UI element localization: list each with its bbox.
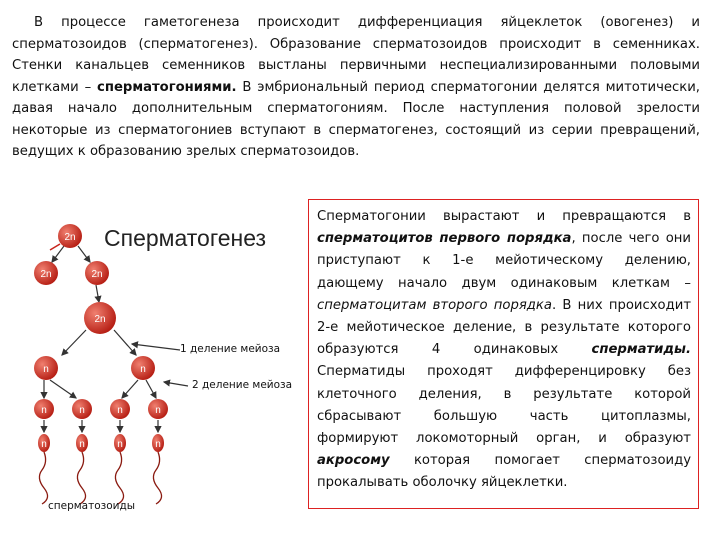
- svg-text:n: n: [79, 405, 85, 416]
- box-text-3: . В них происходит 2-е мейотическое деление, в результате которого образуются 4 одинаковых: [317, 297, 691, 358]
- spermatozoa-row: [38, 434, 164, 504]
- sperm-2: [76, 434, 88, 504]
- term-secondary-spermatocytes: сперматоцитам второго порядка: [317, 297, 552, 313]
- sperm-1: [38, 434, 50, 504]
- svg-text:n: n: [41, 405, 47, 416]
- term-acrosome: акросому: [317, 453, 390, 469]
- cell-row-5: [34, 399, 168, 419]
- svg-text:2n: 2n: [94, 314, 106, 325]
- box-text-5: которая помогает сперматозоиду прокалывать оболочку яйцеклетки.: [317, 453, 691, 491]
- cell-row-4: [34, 356, 155, 380]
- info-box: [308, 199, 699, 509]
- intro-term-spermatogonia: сперматогониями.: [97, 79, 237, 95]
- sperm-3: [114, 434, 126, 504]
- meiosis2-pointer: [164, 382, 188, 386]
- meiosis2-label: 2 деление мейоза: [192, 379, 293, 391]
- cell-row-1: [50, 224, 82, 250]
- svg-text:n: n: [117, 405, 123, 416]
- intro-text-2: В эмбриональный период сперматогонии делятся митотически, давая начало дополнительным сперматогониям. После наступления половой зрелости некоторые из сперматогониев вступают в сперматогенез, состоящий из серии превращений, ведущих к образованию зрелых сперматозоидов.: [12, 79, 700, 159]
- svg-text:n: n: [117, 439, 123, 450]
- svg-text:n: n: [43, 364, 49, 375]
- meiosis1-label: 1 деление мейоза: [180, 343, 281, 355]
- svg-text:n: n: [79, 439, 85, 450]
- spermatogenesis-diagram: [0, 208, 310, 540]
- svg-text:2n: 2n: [91, 269, 103, 280]
- cell-label: 2n: [64, 232, 76, 243]
- svg-text:n: n: [155, 439, 161, 450]
- diagram-title: Сперматогенез: [104, 225, 267, 251]
- svg-text:2n: 2n: [40, 269, 52, 280]
- spermatozoa-label: сперматозоиды: [48, 500, 136, 512]
- svg-text:n: n: [41, 439, 47, 450]
- box-text-1: Сперматогонии вырастают и превращаются в: [317, 209, 691, 224]
- svg-text:n: n: [155, 405, 161, 416]
- term-spermatids: сперматиды.: [591, 342, 691, 358]
- svg-text:n: n: [140, 364, 146, 375]
- box-text-2: , после чего они приступают к 1-е мейотическому делению, дающему начало двум одинаковым клеткам –: [317, 231, 691, 291]
- meiosis1-pointer: [132, 344, 180, 350]
- intro-text-1: В процессе гаметогенеза происходит дифференциация яйцеклеток (овогенез) и сперматозоидов (сперматогенез). Образование сперматозоидов происходит в семенниках. Стенки канальцев семенников выстланы первичными неспециализированными половыми клетками –: [12, 15, 700, 95]
- intro-paragraph: [12, 12, 700, 163]
- box-text-4: Сперматиды проходят дифференцировку без клеточного деления, в результате которой сбрасывают большую часть цитоплазмы, формируют локомоторный орган, и образуют: [317, 364, 691, 447]
- cell-row-3: [84, 302, 116, 334]
- term-primary-spermatocytes: сперматоцитов первого порядка: [317, 231, 572, 247]
- cell-row-2: [34, 261, 109, 285]
- sperm-4: [152, 434, 164, 504]
